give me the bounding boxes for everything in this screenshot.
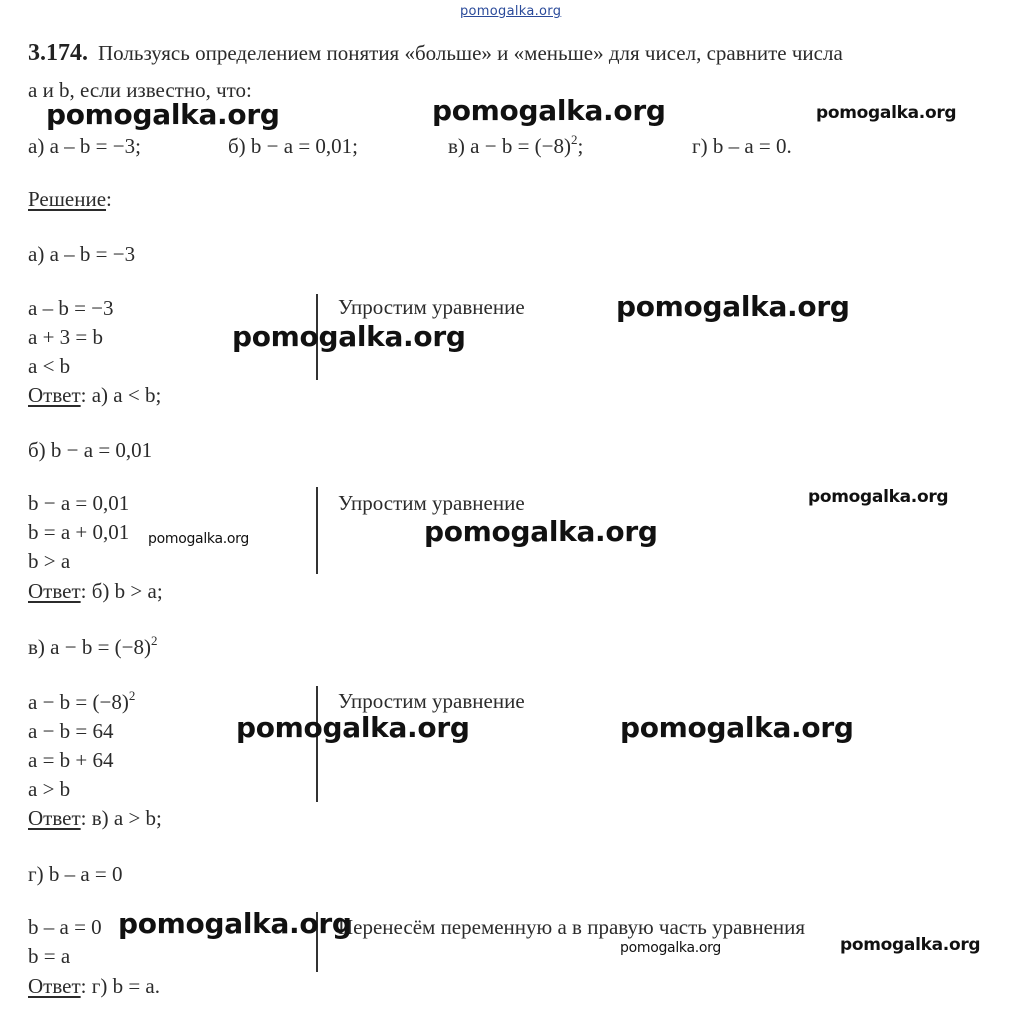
part-b-step-3: b > a — [28, 549, 71, 573]
solution-label: Решение — [28, 187, 107, 211]
watermark-text: pomogalka.org — [620, 711, 854, 744]
watermark-text: pomogalka.org — [816, 103, 957, 123]
problem-item-v-sup: 2 — [571, 132, 578, 147]
answer-label: Ответ — [28, 579, 81, 603]
part-v-step-1-sup: 2 — [128, 688, 136, 703]
watermark-text: pomogalka.org — [620, 940, 721, 956]
problem-number: 3.174. — [28, 40, 88, 66]
part-a-step-3: a < b — [28, 354, 71, 378]
part-a-step-1: a – b = −3 — [28, 296, 114, 320]
answer-text: : а) a < b; — [80, 383, 162, 407]
watermark-text: pomogalka.org — [424, 515, 658, 548]
part-g-step-2: b = a — [28, 944, 71, 968]
part-a-step-2: a + 3 = b — [28, 325, 104, 349]
watermark-text: pomogalka.org — [616, 290, 850, 323]
problem-text-line1: Пользуясь определением понятия «больше» и «меньше» для чисел, сравните числа — [98, 41, 843, 65]
watermark-text: pomogalka.org — [432, 94, 666, 127]
part-b-answer — [28, 579, 163, 603]
part-b-step-2: b = a + 0,01 — [28, 520, 130, 544]
part-a-note: Упростим уравнение — [338, 295, 525, 319]
solution-heading — [28, 187, 112, 211]
part-b-step-1: b − a = 0,01 — [28, 491, 130, 515]
part-g-heading: г) b – a = 0 — [28, 862, 123, 886]
answer-text: : в) a > b; — [80, 806, 162, 830]
part-b-note: Упростим уравнение — [338, 491, 525, 515]
answer-label: Ответ — [28, 383, 81, 407]
answer-label: Ответ — [28, 974, 81, 998]
part-v-note: Упростим уравнение — [338, 689, 525, 713]
watermark-top-link[interactable]: pomogalka.org — [460, 4, 562, 19]
part-v-step-4: a > b — [28, 777, 71, 801]
problem-item-v-tail: ; — [577, 134, 584, 158]
part-v-heading — [28, 635, 158, 659]
watermark-text: pomogalka.org — [118, 907, 352, 940]
part-g-answer — [28, 974, 160, 998]
answer-label: Ответ — [28, 806, 81, 830]
problem-item-g: г) b – a = 0. — [692, 134, 792, 158]
part-v-answer — [28, 806, 162, 830]
problem-header — [28, 40, 843, 67]
solution-colon: : — [106, 187, 112, 211]
problem-item-b: б) b − a = 0,01; — [228, 134, 359, 158]
watermark-text: pomogalka.org — [808, 487, 949, 507]
part-a-heading: а) a – b = −3 — [28, 242, 136, 266]
divider-line — [316, 487, 318, 574]
part-a-answer — [28, 383, 161, 407]
watermark-text: pomogalka.org — [232, 320, 466, 353]
part-v-step-2: a − b = 64 — [28, 719, 114, 743]
divider-line — [316, 686, 318, 802]
watermark-text: pomogalka.org — [236, 711, 470, 744]
answer-text: : г) b = a. — [80, 974, 160, 998]
problem-item-v-text: в) a − b = (−8) — [448, 134, 571, 158]
part-v-step-1-text: a − b = (−8) — [28, 690, 129, 714]
problem-text-line2: a и b, если известно, что: — [28, 78, 252, 102]
part-v-heading-sup: 2 — [151, 633, 158, 648]
problem-item-a: а) a – b = −3; — [28, 134, 141, 158]
part-v-step-1 — [28, 690, 135, 714]
answer-text: : б) b > a; — [80, 579, 163, 603]
watermark-text: pomogalka.org — [840, 935, 981, 955]
part-g-step-1: b – a = 0 — [28, 915, 102, 939]
watermark-text: pomogalka.org — [46, 98, 280, 131]
part-v-step-3: a = b + 64 — [28, 748, 114, 772]
part-b-heading: б) b − a = 0,01 — [28, 438, 153, 462]
part-g-note: Перенесём переменную a в правую часть уравнения — [338, 915, 806, 939]
part-v-heading-text: в) a − b = (−8) — [28, 635, 151, 659]
problem-item-v — [448, 134, 583, 158]
watermark-text: pomogalka.org — [148, 531, 249, 547]
